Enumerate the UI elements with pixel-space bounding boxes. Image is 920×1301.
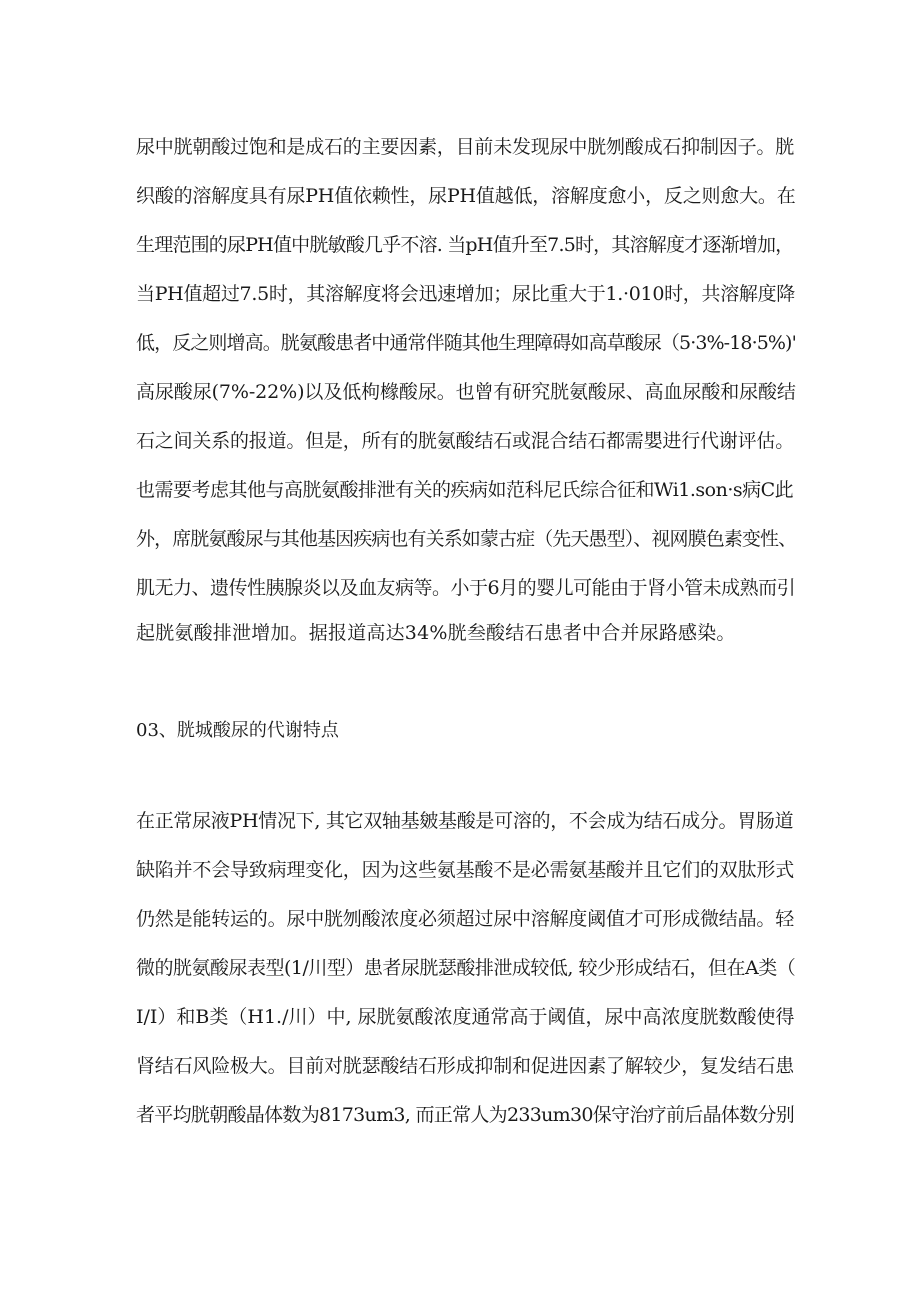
text-line: 外，席胱氨酸尿与其他基因疾病也有关系如蒙古症（先天愚型）、视网膜色素变性、 — [136, 528, 796, 550]
text-line: 当PH值超过7.5时，其溶解度将会迅速增加；尿比重大于1.·010时，共溶解度降 — [136, 283, 796, 305]
text-line: 者平均胱朝酸晶体数为8173um3, 而正常人为233um30保守治疗前后晶体数分别 — [136, 1104, 795, 1126]
text-line: 高尿酸尿(7%-22%)以及低枸橼酸尿。也曾有研究胱氨酸尿、高血尿酸和尿酸结 — [136, 381, 796, 403]
text-line: 微的胱氨酸尿表型(1/川型）患者尿胱瑟酸排泄成较低, 较少形成结石，但在A类（ — [136, 957, 796, 979]
text-line: 在正常尿液PH情况下, 其它双轴基皴基酸是可溶的，不会成为结石成分。胃肠道 — [136, 810, 794, 832]
text-line: 肾结石风险极大。目前对胱瑟酸结石形成抑制和促进因素了解较少，复发结石患 — [136, 1055, 795, 1077]
text-line: I/I）和B类（H1./川）中, 尿胱氨酸浓度通常高于阈值，尿中高浓度胱数酸使得 — [136, 1006, 795, 1028]
text-line: 缺陷并不会导致病理变化，因为这些氨基酸不是必需氨基酸并且它们的双肽形式 — [136, 859, 795, 881]
text-line: 石之间关系的报道。但是，所有的胱氨酸结石或混合结石都需嬰进行代谢评估。 — [136, 430, 795, 452]
section-heading: 03、胱城酸尿的代谢特点 — [136, 720, 339, 741]
text-line: 也需要考虑其他与高胱氨酸排泄有关的疾病如范科尼氏综合征和Wi1.son·s病C此 — [136, 479, 794, 501]
text-line: 尿中胱朝酸过饱和是成石的主要因素，目前未发现尿中胱刎酸成石抑制因子。胱 — [136, 136, 795, 158]
text-line: 肌无力、遗传性胰腺炎以及血友病等。小于6月的婴儿可能由于肾小管未成熟而引 — [136, 577, 796, 599]
text-line: 仍然是能转运的。尿中胱刎酸浓度必须超过尿中溶解度阈值才可形成微结晶。轻 — [136, 908, 795, 930]
text-line: 起胱氨酸排泄增加。据报道高达34%胱叁酸结石患者中合并尿路感染。 — [136, 622, 736, 644]
text-line: 织酸的溶解度具有尿PH值依赖性，尿PH值越低，溶解度愈小，反之则愈大。在 — [136, 185, 796, 207]
text-line: 低，反之则增高。胱氨酸患者中通常伴随其他生理障碍如高草酸尿（5·3%-18·5%)' — [136, 332, 796, 354]
text-line: 生理范围的尿PH值中胱敏酸几乎不溶. 当pH值升至7.5时，其溶解度才逐渐增加， — [136, 234, 794, 256]
